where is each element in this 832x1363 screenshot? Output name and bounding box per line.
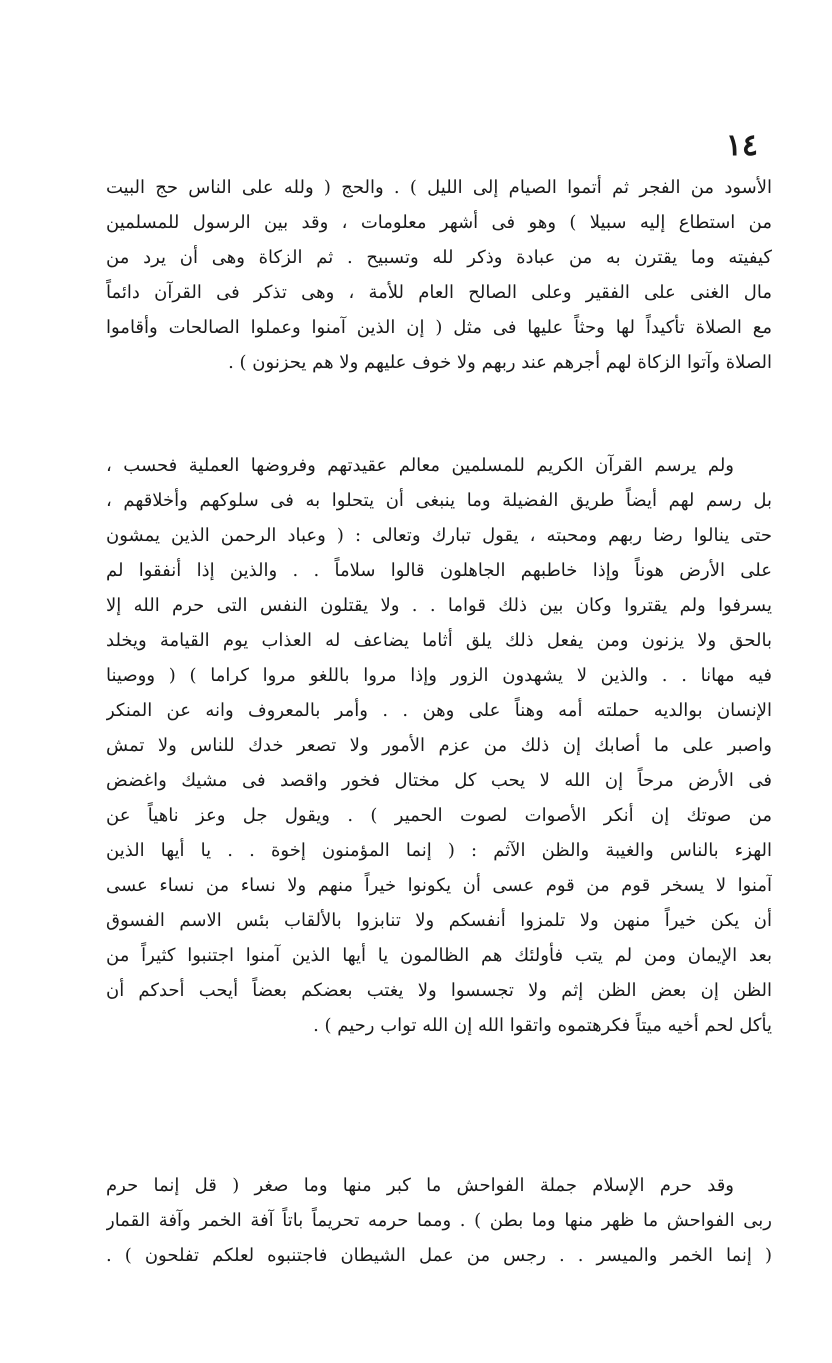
text-line: على الأرض هوناً وإذا خاطبهم الجاهلون قالوا سلاماً . . والذين إذا أنفقوا لم [106, 560, 772, 581]
text-line: ( إنما الخمر والميسر . . رجس من عمل الشيطان فاجتنبوه لعلكم تفلحون ) . [106, 1245, 772, 1266]
text-line: كيفيته وما يقترن به من عبادة وذكر لله وتسبيح . ثم الزكاة وهى أن يرد من [106, 247, 772, 268]
paragraph-1 [106, 170, 772, 380]
text-line: مال الغنى على الفقير وعلى الصالح العام للأمة ، وهى تذكر فى القرآن دائماً [106, 282, 772, 303]
page-number: ١٤ [725, 128, 758, 163]
text-line: يأكل لحم أخيه ميتاً فكرهتموه واتقوا الله إن الله تواب رحيم ) . [313, 1015, 772, 1036]
text-line: الإنسان بوالديه حملته أمه وهناً على وهن . . وأمر بالمعروف وانه عن المنكر [106, 700, 772, 721]
text-line: يسرفوا ولم يقتروا وكان بين ذلك قواما . . ولا يقتلون النفس التى حرم الله إلا [106, 595, 772, 616]
paragraph-2 [106, 448, 772, 1043]
text-line: الصلاة وآتوا الزكاة لهم أجرهم عند ربهم ولا خوف عليهم ولا هم يحزنون ) . [228, 352, 772, 373]
text-line: بل رسم لهم أيضاً طريق الفضيلة وما ينبغى أن يتحلوا به فى سلوكهم وأخلاقهم ، [106, 490, 772, 511]
text-line: وقد حرم الإسلام جملة الفواحش ما كبر منها وما صغر ( قل إنما حرم [106, 1175, 734, 1196]
text-line: الظن إن بعض الظن إثم ولا تجسسوا ولا يغتب بعضكم بعضاً أيحب أحدكم أن [106, 980, 772, 1001]
paragraph-3 [106, 1168, 772, 1273]
text-line: ربى الفواحش ما ظهر منها وما بطن ) . ومما حرمه تحريماً باتاً آفة الخمر وآفة القمار [106, 1210, 772, 1231]
text-line: أن يكن خيراً منهن ولا تلمزوا أنفسكم ولا تنابزوا بالألقاب بئس الاسم الفسوق [106, 910, 772, 931]
text-line: ولم يرسم القرآن الكريم للمسلمين معالم عقيدتهم وفروضها العملية فحسب ، [106, 455, 734, 476]
text-line: آمنوا لا يسخر قوم من قوم عسى أن يكونوا خيراً منهم ولا نساء من نساء عسى [106, 875, 772, 896]
text-line: حتى ينالوا رضا ربهم ومحبته ، يقول تبارك وتعالى : ( وعباد الرحمن الذين يمشون [106, 525, 772, 546]
text-line: بعد الإيمان ومن لم يتب فأولئك هم الظالمون يا أيها الذين آمنوا اجتنبوا كثيراً من [106, 945, 772, 966]
text-line: فيه مهانا . . والذين لا يشهدون الزور وإذا مروا باللغو مروا كراما ) ( ووصينا [106, 665, 772, 686]
text-line: من صوتك إن أنكر الأصوات لصوت الحمير ) . ويقول جل وعز ناهياً عن [106, 805, 772, 826]
text-line: واصبر على ما أصابك إن ذلك من عزم الأمور ولا تصعر خدك للناس ولا تمش [106, 735, 772, 756]
text-line: مع الصلاة تأكيداً لها وحثاً عليها فى مثل ( إن الذين آمنوا وعملوا الصالحات وأقاموا [106, 317, 772, 338]
text-line: بالحق ولا يزنون ومن يفعل ذلك يلق أثاما يضاعف له العذاب يوم القيامة ويخلد [106, 630, 772, 651]
text-line: الهزء بالناس والغيبة والظن الآثم : ( إنما المؤمنون إخوة . . يا أيها الذين [106, 840, 772, 861]
text-line: من استطاع إليه سبيلا ) وهو فى أشهر معلومات ، وقد بين الرسول للمسلمين [106, 212, 772, 233]
text-line: فى الأرض مرحاً إن الله لا يحب كل مختال فخور واقصد فى مشيك واغضض [106, 770, 772, 791]
text-line: الأسود من الفجر ثم أتموا الصيام إلى الليل ) . والحج ( ولله على الناس حج البيت [106, 177, 772, 198]
